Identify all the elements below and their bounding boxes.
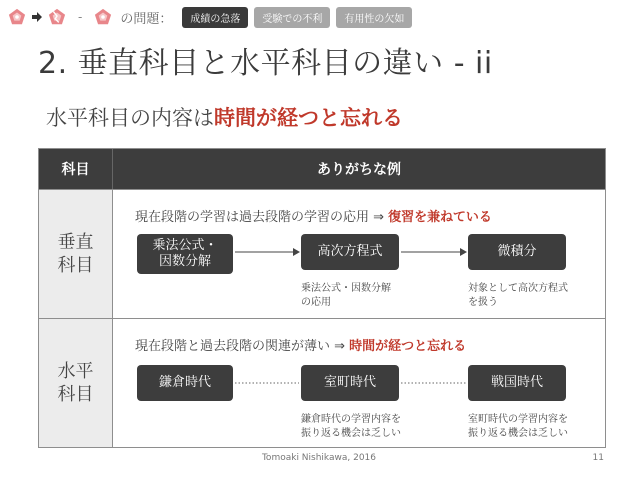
table-row-horizontal	[39, 318, 605, 447]
node-factorization: 乗法公式・ 因数分解	[137, 234, 233, 274]
separator-dash: -	[78, 10, 83, 24]
slide-title: 2. 垂直科目と水平科目の違い - ii	[38, 46, 493, 81]
table-row-vertical	[39, 189, 605, 318]
tag-exam-disadvantage: 受験での不利	[254, 7, 330, 28]
subtitle-prefix: 水平科目の内容は	[46, 106, 214, 130]
tag-lack-of-usefulness: 有用性の欠如	[336, 7, 412, 28]
note-kamakura-review: 鎌倉時代の学習内容を 振り返る機会は乏しい	[301, 414, 401, 439]
arrow-right-icon	[32, 12, 42, 22]
comparison-table	[38, 148, 606, 448]
problem-label: の問題：	[120, 11, 173, 27]
node-muromachi: 室町時代	[301, 365, 399, 401]
header-example: ありがちな例	[317, 162, 401, 178]
pentagon-flower-icon	[94, 8, 112, 26]
tag-grade-drop: 成績の急落	[182, 7, 248, 28]
dotted-connector-2	[399, 375, 468, 391]
subtitle-emphasis: 時間が経つと忘れる	[214, 106, 403, 130]
arrow-connector-1	[233, 244, 301, 260]
row-content-horizontal	[113, 319, 605, 447]
arrow-connector-2	[399, 244, 468, 260]
row-description: 現在段階の学習は過去段階の学習の応用 ⇒ 復習を兼ねている	[135, 210, 492, 225]
note-application: 乗法公式・因数分解 の応用	[301, 283, 391, 308]
row-content-vertical	[113, 190, 605, 318]
row-label-vertical: 垂直科目	[39, 190, 113, 318]
pentagon-flower-icon	[8, 8, 26, 26]
pentagon-broken-icon	[48, 8, 66, 26]
row-label-horizontal: 水平科目	[39, 319, 113, 447]
node-calculus: 微積分	[468, 234, 566, 270]
footer-credit: Tomoaki Nishikawa, 2016	[261, 453, 377, 463]
node-kamakura: 鎌倉時代	[137, 365, 233, 401]
page-number: 11	[592, 453, 604, 463]
table-header-row	[39, 149, 605, 189]
header-subject: 科目	[39, 149, 113, 189]
slide-subtitle	[46, 102, 403, 132]
breadcrumb-bar	[8, 6, 412, 28]
row-description: 現在段階と過去段階の関連が薄い ⇒ 時間が経つと忘れる	[135, 339, 467, 354]
note-target: 対象として高次方程式 を扱う	[468, 283, 568, 308]
dotted-connector-1	[233, 375, 301, 391]
node-higher-equations: 高次方程式	[301, 234, 399, 270]
node-sengoku: 戦国時代	[468, 365, 566, 401]
note-muromachi-review: 室町時代の学習内容を 振り返る機会は乏しい	[468, 414, 568, 439]
